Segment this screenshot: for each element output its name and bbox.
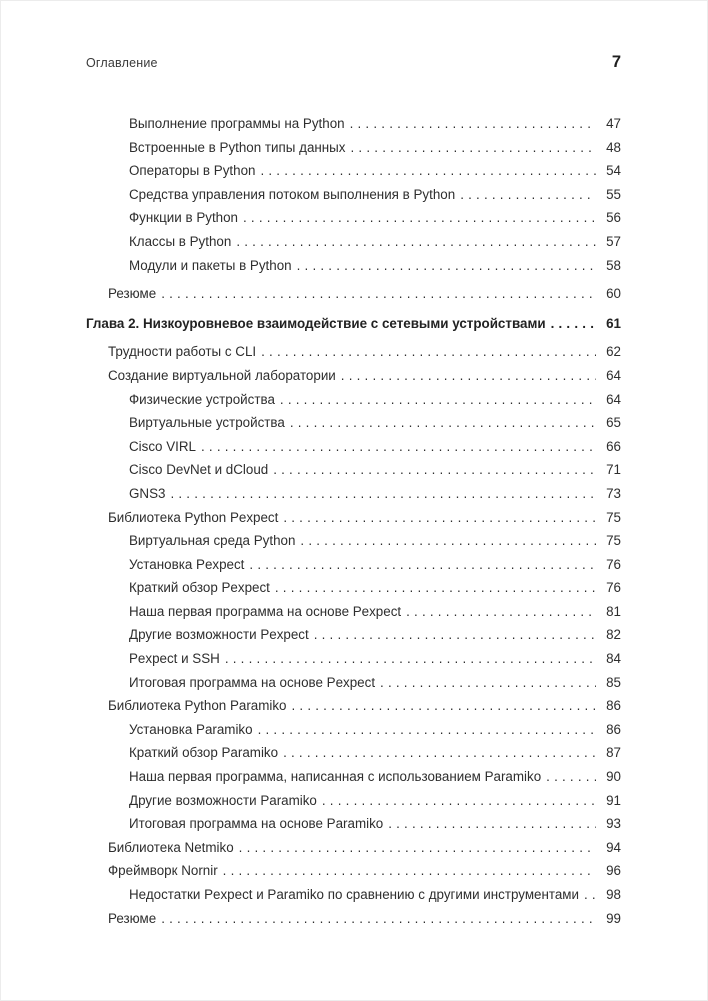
- toc-entry-page: 99: [606, 910, 621, 926]
- toc-entry: [86, 718, 621, 742]
- toc-chapter-entry: [86, 312, 621, 336]
- toc-entry-label: Другие возможности Pexpect: [129, 627, 309, 643]
- toc-entry-page: 55: [606, 186, 621, 202]
- toc-entry-page: 96: [606, 863, 621, 879]
- toc-entry-label: Физические устройства: [129, 391, 275, 407]
- toc-entry-label: Виртуальные устройства: [129, 415, 285, 431]
- toc-entry: [86, 623, 621, 647]
- dot-leader: [290, 411, 596, 435]
- dot-leader: [300, 529, 596, 553]
- toc-entry-page: 87: [606, 745, 621, 761]
- toc-entry-page: 91: [606, 792, 621, 808]
- dot-leader: [351, 136, 596, 160]
- toc-entry-label: Создание виртуальной лаборатории: [108, 367, 336, 383]
- toc-entry-label: Операторы в Python: [129, 163, 256, 179]
- toc-entry-page: 64: [606, 367, 621, 383]
- toc-entry-page: 84: [606, 651, 621, 667]
- toc-list: [86, 112, 621, 930]
- dot-leader: [273, 458, 596, 482]
- dot-leader: [584, 883, 596, 907]
- toc-entry-label: GNS3: [129, 485, 166, 501]
- toc-entry: [86, 647, 621, 671]
- toc-entry-page: 58: [606, 257, 621, 273]
- running-title: Оглавление: [86, 56, 158, 70]
- toc-entry: [86, 694, 621, 718]
- toc-entry-label: Установка Paramiko: [129, 721, 253, 737]
- toc-entry-page: 93: [606, 816, 621, 832]
- toc-entry-page: 90: [606, 769, 621, 785]
- toc-entry: [86, 183, 621, 207]
- toc-entry: [86, 859, 621, 883]
- toc-entry-label: Библиотека Python Pexpect: [108, 509, 279, 525]
- toc-entry: [86, 482, 621, 506]
- toc-entry: [86, 282, 621, 306]
- dot-leader: [258, 718, 596, 742]
- toc-entry-label: Глава 2. Низкоуровневое взаимодействие с сетевыми устройствами: [86, 315, 546, 331]
- toc-entry-page: 66: [606, 438, 621, 454]
- toc-entry: [86, 411, 621, 435]
- dot-leader: [161, 282, 596, 306]
- toc-entry: [86, 458, 621, 482]
- toc-entry: [86, 671, 621, 695]
- toc-entry-page: 98: [606, 887, 621, 902]
- toc-entry-label: Краткий обзор Paramiko: [129, 745, 279, 761]
- toc-entry-page: 82: [606, 627, 621, 643]
- toc-entry-page: 86: [606, 721, 621, 737]
- toc-entry: [86, 600, 621, 624]
- dot-leader: [170, 482, 596, 506]
- toc-entry-label: Модули и пакеты в Python: [129, 257, 292, 273]
- toc-entry: [86, 812, 621, 836]
- toc-entry-page: 75: [606, 509, 621, 525]
- toc-entry-label: Трудности работы с CLI: [108, 344, 257, 360]
- dot-leader: [292, 694, 597, 718]
- toc-entry-page: 56: [606, 210, 621, 226]
- dot-leader: [239, 836, 596, 860]
- toc-entry-page: 76: [606, 580, 621, 596]
- toc-entry: [86, 136, 621, 160]
- toc-entry-label: Средства управления потоком выполнения в Python: [129, 186, 456, 202]
- toc-entry-label: Функции в Python: [129, 210, 239, 226]
- toc-entry-page: 61: [606, 315, 621, 331]
- toc-entry-page: 65: [606, 415, 621, 431]
- toc-entry-page: 64: [606, 391, 621, 407]
- toc-entry: [86, 388, 621, 412]
- dot-leader: [201, 435, 596, 459]
- toc-entry: [86, 254, 621, 278]
- dot-leader: [236, 230, 596, 254]
- toc-entry-page: 48: [606, 139, 621, 155]
- toc-entry: [86, 553, 621, 577]
- toc-entry-page: 57: [606, 233, 621, 249]
- dot-leader: [249, 553, 596, 577]
- toc-entry: [86, 506, 621, 530]
- dot-leader: [225, 647, 596, 671]
- toc-entry-page: 60: [606, 286, 621, 302]
- toc-entry-label: Встроенные в Python типы данных: [129, 139, 346, 155]
- dot-leader: [280, 388, 596, 412]
- toc-entry: [86, 741, 621, 765]
- toc-entry-label: Библиотека Netmiko: [108, 839, 234, 855]
- toc-entry: [86, 765, 621, 789]
- toc-entry-label: Итоговая программа на основе Pexpect: [129, 674, 376, 690]
- toc-entry-page: 85: [606, 674, 621, 690]
- toc-entry-label: Итоговая программа на основе Paramiko: [129, 816, 384, 832]
- toc-entry: [86, 907, 621, 931]
- page-header: [86, 53, 621, 72]
- toc-entry: [86, 112, 621, 136]
- toc-entry-label: Установка Pexpect: [129, 556, 245, 572]
- dot-leader: [283, 741, 596, 765]
- toc-entry: [86, 883, 621, 907]
- dot-leader: [322, 789, 596, 813]
- toc-entry-label: Классы в Python: [129, 233, 232, 249]
- dot-leader: [350, 112, 596, 136]
- toc-entry-page: 71: [606, 462, 621, 478]
- toc-entry-label: Библиотека Python Paramiko: [108, 698, 287, 714]
- toc-entry: [86, 230, 621, 254]
- dot-leader: [243, 206, 596, 230]
- toc-entry-label: Выполнение программы на Python: [129, 116, 345, 131]
- toc-entry-page: 62: [606, 344, 621, 360]
- toc-entry-page: 76: [606, 556, 621, 572]
- toc-entry-page: 73: [606, 485, 621, 501]
- dot-leader: [161, 907, 596, 931]
- toc-entry: [86, 364, 621, 388]
- toc-entry-label: Наша первая программа, написанная с использованием Paramiko: [129, 769, 542, 785]
- dot-leader: [260, 159, 596, 183]
- toc-entry-page: 75: [606, 533, 621, 549]
- toc-entry-label: Виртуальная среда Python: [129, 533, 296, 549]
- dot-leader: [223, 859, 596, 883]
- dot-leader: [297, 254, 596, 278]
- dot-leader: [341, 364, 596, 388]
- toc-entry-page: 94: [606, 839, 621, 855]
- toc-entry: [86, 206, 621, 230]
- toc-entry: [86, 340, 621, 364]
- toc-entry: [86, 435, 621, 459]
- toc-entry-label: Другие возможности Paramiko: [129, 792, 317, 808]
- toc-entry-label: Cisco DevNet и dCloud: [129, 462, 269, 478]
- toc-entry: [86, 789, 621, 813]
- toc-entry-page: 47: [606, 116, 621, 131]
- dot-leader: [314, 623, 596, 647]
- dot-leader: [380, 671, 596, 695]
- dot-leader: [460, 183, 596, 207]
- dot-leader: [546, 765, 596, 789]
- page-number: 7: [611, 53, 621, 71]
- dot-leader: [551, 312, 596, 336]
- toc-entry-label: Фреймворк Nornir: [108, 863, 218, 879]
- toc-entry-label: Наша первая программа на основе Pexpect: [129, 603, 402, 619]
- toc-entry: [86, 576, 621, 600]
- dot-leader: [283, 506, 596, 530]
- toc-entry-page: 86: [606, 698, 621, 714]
- toc-entry: [86, 836, 621, 860]
- dot-leader: [388, 812, 596, 836]
- toc-entry-label: Недостатки Pexpect и Paramiko по сравнению с другими инструментами: [129, 887, 579, 902]
- toc-entry-label: Резюме: [108, 286, 157, 302]
- toc-entry-label: Pexpect и SSH: [129, 651, 220, 667]
- toc-entry-label: Краткий обзор Pexpect: [129, 580, 270, 596]
- toc-entry: [86, 159, 621, 183]
- toc-entry-label: Резюме: [108, 910, 157, 926]
- toc-entry-label: Cisco VIRL: [129, 438, 196, 454]
- dot-leader: [261, 340, 596, 364]
- toc-entry-page: 54: [606, 163, 621, 179]
- dot-leader: [275, 576, 596, 600]
- toc-entry-page: 81: [606, 603, 621, 619]
- toc-entry: [86, 529, 621, 553]
- dot-leader: [406, 600, 596, 624]
